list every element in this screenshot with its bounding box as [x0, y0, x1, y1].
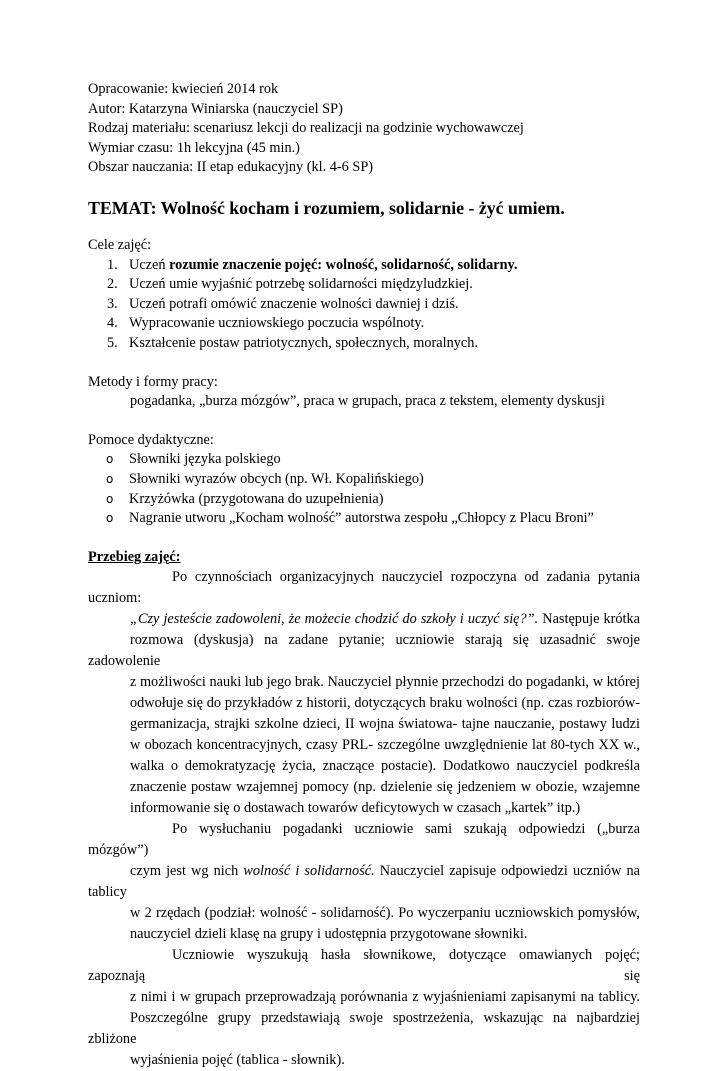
course-paragraph-3 [88, 945, 640, 1071]
paragraph-line: czym jest wg nich wolność i solidarność. Nauczyciel zapisuje odpowiedzi uczniów na tablicy [88, 863, 641, 901]
question-quote: „Czy jesteście zadowoleni, że możecie chodzić do szkoły i uczyć się?”. [130, 611, 539, 628]
bullet-circle-icon: o [106, 471, 114, 486]
document-page [88, 80, 640, 1071]
paragraph-line: z możliwości nauki lub jego brak. Nauczyciel płynnie przechodzi do pogadanki, w której [130, 674, 640, 691]
aid-item [106, 509, 640, 529]
paragraph-line: nauczyciel dzieli klasę na grupy i udostępnia przygotowane słowniki. [130, 926, 528, 943]
aid-text: Krzyżówka (przygotowana do uzupełnienia) [129, 490, 384, 507]
meta-autor: Autor: Katarzyna Winiarska (nauczyciel SP) [88, 100, 343, 117]
paragraph-line: odwołuje się do przykładów z historii, dotyczących braku wolności (np. czas rozbiorów- [130, 695, 640, 712]
methods-text: pogadanka, „burza mózgów”, praca w grupach, praca z tekstem, elementy dyskusji [130, 393, 605, 410]
goal-text: Wypracowanie uczniowskiego poczucia wspólnoty. [129, 315, 425, 332]
paragraph-line: germanizacja, strajki szkolne dzieci, II wojna światowa- tajne nauczanie, postawy ludzi [130, 716, 640, 733]
goal-text-prefix: Uczeń [129, 256, 170, 273]
bullet-circle-icon: o [106, 511, 114, 526]
goal-item [107, 314, 640, 334]
paragraph-line: rozmowa (dyskusja) na zadane pytanie; uczniowie starają się uzasadnić swoje zadowolenie [88, 632, 640, 670]
meta-obszar: Obszar nauczania: II etap edukacyjny (kl. 4-6 SP) [88, 159, 374, 176]
paragraph-line: Po wysłuchaniu pogadanki uczniowie sami szukają odpowiedzi („burza mózgów”) [88, 821, 640, 859]
paragraph-line: wyjaśnienia pojęć (tablica - słownik). [130, 1052, 345, 1069]
goal-number: 3. [107, 295, 118, 312]
paragraph-line: znaczenie postaw wzajemnej pomocy (np. dzielenie się jedzeniem w obozie, wzajemne [130, 779, 640, 796]
aid-item [106, 470, 640, 490]
italic-terms: wolność i solidarność. [243, 863, 375, 880]
goal-item [107, 334, 640, 354]
aid-item [106, 490, 640, 510]
course-label: Przebieg zajęć: [88, 548, 181, 565]
course-paragraph-2 [88, 819, 640, 945]
goal-item [107, 275, 640, 295]
bullet-circle-icon: o [106, 491, 114, 506]
aid-item [106, 450, 640, 470]
metadata-block [88, 80, 640, 178]
paragraph-line: Uczniowie wyszukują hasła słownikowe, dotyczące omawianych pojęć; zapoznają się [88, 947, 640, 985]
goal-text-bold: rozumie znaczenie pojęć: wolność, solidarność, solidarny. [169, 256, 518, 273]
goal-number: 2. [107, 276, 118, 293]
paragraph-line: informowanie się o dostawach towarów deficytowych w czasach „kartek” itp.) [130, 800, 581, 817]
aids-list [88, 450, 640, 528]
goal-number: 5. [107, 334, 118, 351]
goal-number: 4. [107, 315, 118, 332]
goals-label: Cele zajęć: [88, 236, 152, 253]
goal-item [107, 256, 640, 276]
goal-text: Uczeń potrafi omówić znaczenie wolności dawniej i dziś. [129, 295, 459, 312]
meta-wymiar: Wymiar czasu: 1h lekcyjna (45 min.) [88, 139, 300, 156]
aid-text: Słowniki wyrazów obcych (np. Wł. Kopalińskiego) [129, 470, 424, 487]
lesson-title: TEMAT: Wolność kocham i rozumiem, solidarnie - żyć umiem. [88, 197, 565, 218]
paragraph-line: walka o demokratyzację życia, znaczące postacie). Dodatkowo nauczyciel podkreśla [130, 758, 640, 775]
aids-label: Pomoce dydaktyczne: [88, 431, 214, 448]
goals-list [88, 256, 640, 354]
aid-text: Nagranie utworu „Kocham wolność” autorstwa zespołu „Chłopcy z Placu Broni” [129, 510, 594, 527]
paragraph-line: Poszczególne grupy przedstawiają swoje spostrzeżenia, wskazując na najbardziej zbliżone [88, 1010, 640, 1048]
paragraph-line: Po czynnościach organizacyjnych nauczyciel rozpoczyna od zadania pytania uczniom: [88, 569, 640, 607]
goal-text: Kształcenie postaw patriotycznych, społecznych, moralnych. [129, 334, 478, 351]
paragraph-line: z nimi i w grupach przeprowadzają porównania z wyjaśnieniami zapisanymi na tablicy. [130, 989, 640, 1006]
goal-text: Uczeń umie wyjaśnić potrzebę solidarności międzyludzkiej. [129, 276, 473, 293]
goal-number: 1. [107, 256, 118, 273]
paragraph-line: „Czy jesteście zadowoleni, że możecie chodzić do szkoły i uczyć się?”. Następuje krótka [130, 611, 640, 628]
aid-text: Słowniki języka polskiego [129, 451, 281, 468]
bullet-circle-icon: o [106, 452, 114, 467]
meta-opracowanie: Opracowanie: kwiecień 2014 rok [88, 81, 279, 97]
paragraph-line: w 2 rzędach (podział: wolność - solidarność). Po wyczerpaniu uczniowskich pomysłów, [130, 905, 640, 922]
course-paragraph-1 [88, 567, 640, 819]
meta-rodzaj: Rodzaj materiału: scenariusz lekcji do realizacji na godzinie wychowawczej [88, 120, 524, 137]
paragraph-line: w obozach koncentracyjnych, czasy PRL- szczególne uwzględnienie lat 80-tych XX w., [130, 737, 640, 754]
goal-item [107, 295, 640, 315]
methods-label: Metody i formy pracy: [88, 373, 218, 390]
